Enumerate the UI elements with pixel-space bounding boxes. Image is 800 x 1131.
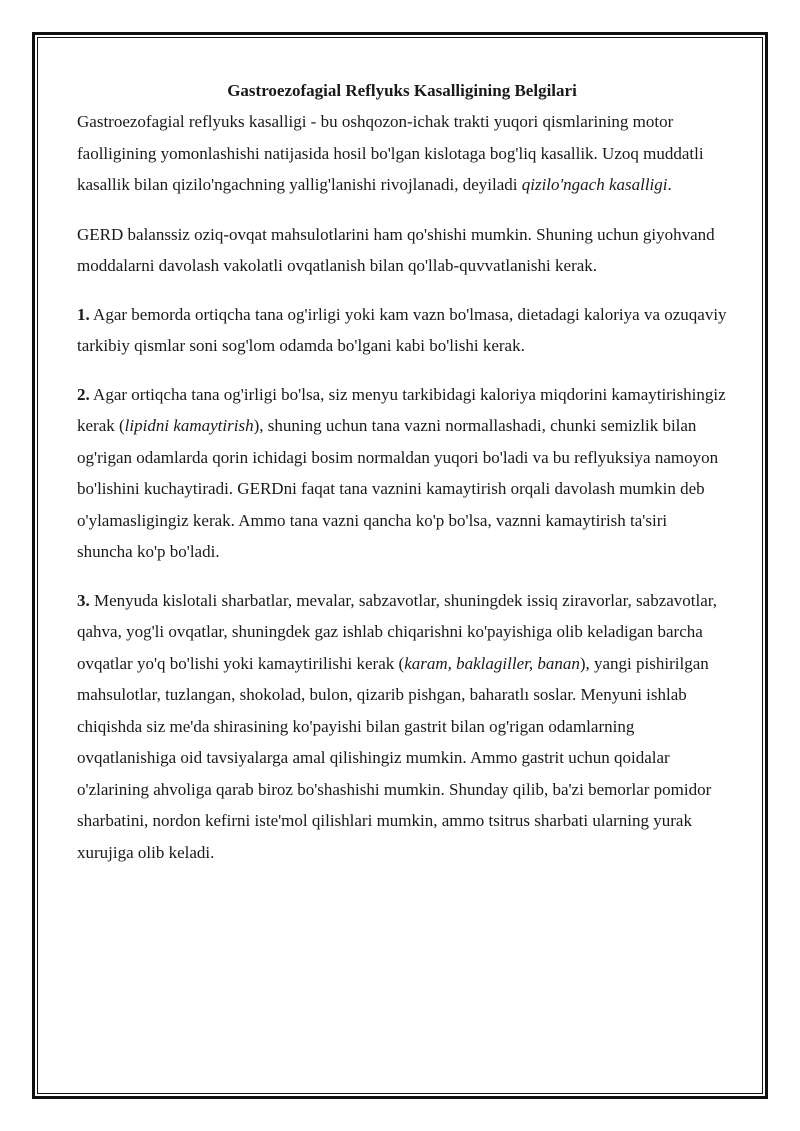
intro-italic-term: qizilo'ngach kasalligi: [521, 175, 668, 194]
list-item-3-number: 3.: [77, 590, 90, 610]
list-item-2-italic: lipidni kamaytirish: [124, 416, 254, 435]
gerd-paragraph: GERD balanssiz oziq-ovqat mahsulotlarini ham qo'shishi mumkin. Shuning uchun giyohvand moddalarni davolash vakolatli ovqatlanish bilan qo'llab-quvvatlanishi kerak.: [77, 224, 715, 275]
intro-end: .: [667, 175, 672, 194]
document-body: [77, 78, 727, 885]
list-item-1: [77, 299, 727, 362]
intro-text: Gastroezofagial reflyuks kasalligi - bu oshqozon-ichak trakti yuqori qismlarining motor faolligining yomonlashishi natijasida hosil bo'lgan kislotaga bog'liq kasallik. Uzoq muddatli kasallik bilan qizilo'ngachning yallig'lanishi rivojlanadi, deyiladi: [77, 112, 704, 194]
list-item-3-text-b: ), yangi pishirilgan mahsulotlar, tuzlangan, shokolad, bulon, qizarib pishgan, baharatlı soslar. Menyuni ishlab chiqishda siz me'da shirasining ko'payishi bilan gastrit bilan og'rigan odamlarning ovqatlanishiga oid tavsiyalarga amal qilishingiz mumkin. Ammo gastrit uchun qoidalar o'zlarining ahvoliga qarab biroz bo'shashishi mumkin. Shunday qilib, ba'zi bemorlar pomidor sharbatini, nordon kefirni iste'mol qilishlari mumkin, ammo tsitrus sharbati ularning yurak xurujiga olib keladi.: [77, 653, 712, 862]
intro-paragraph: [77, 106, 727, 201]
document-title: Gastroezofagial Reflyuks Kasalligining Belgilari: [227, 81, 577, 100]
list-item-1-text: Agar bemorda ortiqcha tana og'irligi yoki kam vazn bo'lmasa, dietadagi kaloriya va ozuqaviy tarkibiy qismlar soni sog'lom odamda bo'lgani kabi bo'lishi kerak.: [77, 304, 727, 355]
list-item-2-number: 2.: [77, 384, 90, 404]
list-item-3-italic: karam, baklagiller, banan: [404, 653, 580, 673]
list-item-2-text-a: Agar ortiqcha tana og'irligi bo'lsa, siz menyu tarkibidagi kaloriya miqdorini kamaytirishingiz kerak (: [77, 384, 726, 435]
list-item-1-number: 1.: [77, 304, 90, 324]
list-item-3: [77, 585, 727, 869]
list-item-2-text-b: ), shuning uchun tana vazni normallashadi, chunki semizlik bilan og'rigan odamlarda qorin ichidagi bosim normaldan yuqori bo'ladi va bu reflyuksiya namoyon bo'lishini kuchaytiradi. GERDni faqat tana vaznini kamaytirish orqali davolash mumkin deb o'ylamasligingiz kerak. Ammo tana vazni qancha ko'p bo'lsa, vaznni kamaytirish ta'siri shuncha ko'p bo'ladi.: [77, 416, 719, 561]
list-item-2: [77, 379, 727, 568]
list-item-3-text-a: Menyuda kislotali sharbatlar, mevalar, sabzavotlar, shuningdek issiq ziravorlar, sabzavotlar, qahva, yog'li ovqatlar, shuningdek gaz ishlab chiqarishni ko'payishiga olib keladigan barcha ovqatlar yo'q bo'lishi yoki kamaytirilishi kerak (: [77, 590, 718, 673]
